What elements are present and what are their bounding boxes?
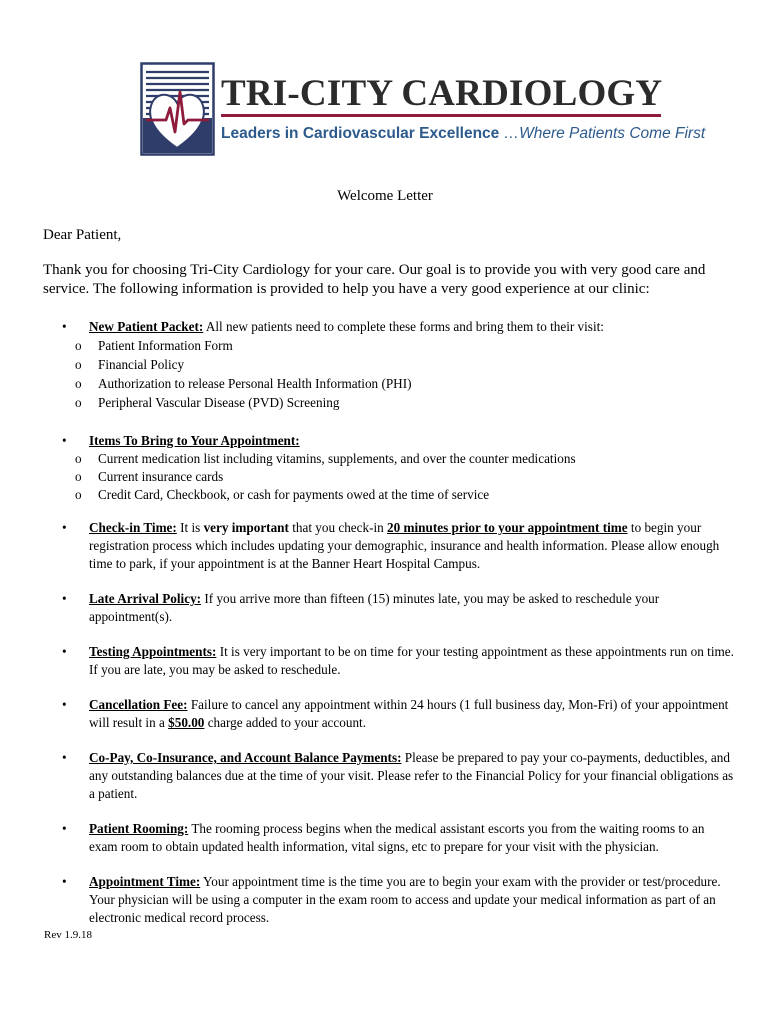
bullet: • xyxy=(62,433,67,448)
checkin-window: 20 minutes prior to your appointment time xyxy=(387,520,628,535)
list-item: o Financial Policy xyxy=(75,357,185,372)
late-heading: Late Arrival Policy: xyxy=(89,591,202,606)
list-item: o Peripheral Vascular Disease (PVD) Screening xyxy=(75,395,340,410)
list-item: o Current insurance cards xyxy=(75,469,224,484)
checkin-emphasis: very important xyxy=(203,520,289,535)
testing-heading: Testing Appointments: xyxy=(89,644,217,659)
bullet: • xyxy=(62,821,67,836)
cancel-fee-amount: $50.00 xyxy=(168,715,205,730)
list-item: o Authorization to release Personal Health Information (PHI) xyxy=(75,376,412,391)
salutation: Dear Patient, xyxy=(43,227,122,243)
list-item: o Credit Card, Checkbook, or cash for payments owed at the time of service xyxy=(75,487,490,502)
bullet: • xyxy=(62,697,67,712)
tagline-tail: …Where Patients Come First xyxy=(499,125,706,142)
copay-heading: Co-Pay, Co-Insurance, and Account Balance Payments: xyxy=(89,750,402,765)
logo-name: TRI-CITY CARDIOLOGY xyxy=(221,73,663,114)
list-item: o Current medication list including vitamins, supplements, and over the counter medications xyxy=(75,451,576,466)
bullet: • xyxy=(62,874,67,889)
list-item: o Patient Information Form xyxy=(75,338,233,353)
packet-text: All new patients need to complete these forms and bring them to their visit: xyxy=(203,319,604,334)
rooming-heading: Patient Rooming: xyxy=(89,821,189,836)
bring-heading: Items To Bring to Your Appointment: xyxy=(89,433,300,448)
bullet: • xyxy=(62,591,67,606)
intro-paragraph: Thank you for choosing Tri-City Cardiology for your care. Our goal is to provide you with very good care and service. The following information is provided to help you have a very good experience at our clinic: xyxy=(43,262,706,297)
bullet: • xyxy=(62,644,67,659)
tagline-main: Leaders in Cardiovascular Excellence xyxy=(221,125,500,142)
bullet: • xyxy=(62,750,67,765)
cancel-heading: Cancellation Fee: xyxy=(89,697,188,712)
revision-label: Rev 1.9.18 xyxy=(44,929,92,941)
letter-title: Welcome Letter xyxy=(337,188,433,204)
letter-sections: • New Patient Packet: All new patients need to complete these forms and bring them to their visit: o Patient Information Form o Financial Policy o Authorization to release Personal Health Information (PHI) o Peripheral Vascular Disease (PVD) Screening • Items To Bring to Your Appointment: o Current medication list including vitamins, supplements, and over the counter medications o Current insurance cards o Credit Card, Checkbook, or cash for payments owed at the time of service • Check-in Time: It is very important that you check-in 20 minutes prior to your appointment time to begin your registration process which includes updating your demographic, insurance and health information. Please allow enough time to park, if your appointment is at the Banner Heart Hospital Campus. • Late Arrival Policy: If you arrive more than fifteen (15) minutes late, you may be asked to reschedule your appointment(s). • Testing Appointments: It is very important to be on time for your testing appointment as these appointments run on time. If you are late, you may be asked to reschedule. • Cancellation Fee: Failure to cancel any appointment within 24 hours (1 full business day, Mon-Fri) of your appointment will result in a $50.00 charge added to your account. • Co-Pay, Co-Insurance, and Account Balance Payments: Please be prepared to pay your co-payments, deductibles, and any outstanding balances due at the time of your visit. Please refer to the Financial Policy for your financial obligations as a patient. • Patient Rooming: The rooming process begins when the medical assistant escorts you from the waiting rooms to an exam room to obtain updated health information, vital signs, etc to prepare for your visit with the physician. • Appointment Time: Your appointment time is the time you are to begin your exam with the provider or test/procedure. Your physician will be using a computer in the exam room to access and update your medical information as part of an electronic medical record process. xyxy=(62,319,734,925)
packet-heading: New Patient Packet: xyxy=(89,319,204,334)
bullet: • xyxy=(62,520,67,535)
appt-heading: Appointment Time: xyxy=(89,874,201,889)
checkin-heading: Check-in Time: xyxy=(89,520,177,535)
bullet: • xyxy=(62,319,67,334)
